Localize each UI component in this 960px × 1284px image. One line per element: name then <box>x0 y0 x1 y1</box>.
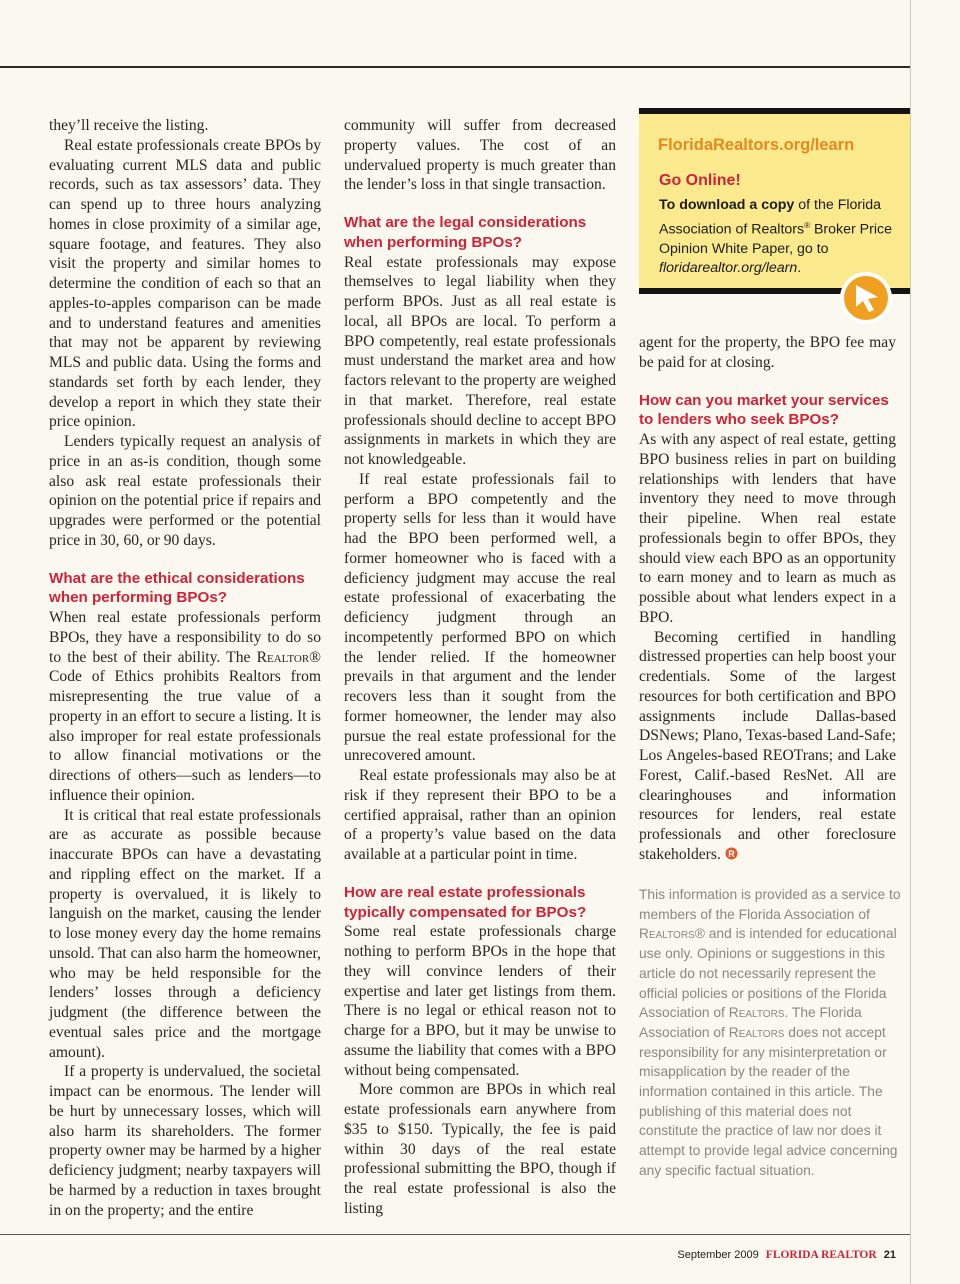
callout-link[interactable]: floridarealtor.org/learn <box>659 260 798 277</box>
paragraph-text: When real estate professionals perform BPOs, they have a responsibility to do so to the best of their ability. The <box>49 609 321 666</box>
disclaimer-text: . The Florida Association of <box>639 1005 862 1040</box>
callout-text <box>659 196 899 279</box>
section-heading-legal: What are the legal considerations when performing BPOs? <box>344 214 587 251</box>
section-heading-compensation: How are real estate professionals typically compensated for BPOs? <box>344 883 587 921</box>
callout-body: of the Florida Association of Realtors <box>659 197 882 238</box>
callout-bold-text: To download a copy <box>659 197 795 213</box>
magazine-name: FLORIDA REALTOR <box>765 1249 877 1261</box>
realtors-small-caps: Realtors <box>639 926 695 942</box>
paragraph: It is critical that real estate professionals are as accurate as possible because inaccurate BPOs can have a devastating and rippling effect on the market. If a property is overvalued, it is likely to languish on the market, causing the lender to lose money every day the home remains unsold. That can also harm the homeowner, who may be held responsible for the lenders’ losses through a deficiency judgment (the difference between the eventual sales price and the mortgage amount). <box>49 806 321 1061</box>
registered-mark: ® <box>804 220 811 230</box>
paragraph <box>49 608 321 806</box>
paragraph: agent for the property, the BPO fee may be paid for at closing. <box>639 334 896 371</box>
issue-date: September 2009 <box>677 1249 759 1261</box>
svg-text:R: R <box>728 848 735 859</box>
paragraph-text: ® Code of Ethics prohibits Realtors from misrepresenting the true value of a property in an effort to secure a listing. It is also improper for real estate professionals to allow financial motivations or the directions of others—such as lenders—to influence their opinion. <box>49 648 322 804</box>
paragraph: they’ll receive the listing. <box>49 117 209 134</box>
paragraph: If real estate professionals fail to perform a BPO competently and the property sells for less than it would have had the BPO been performed well, a former homeowner who is faced with a deficiency judgment may accuse the real estate professional of exacerbating the deficiency judgment through an incompetently performed BPO on which the lender relied. If the homeowner prevails in that argument and the lender recovers less than it sought from the former homeowner, the lender may also pursue the real estate professional for the unrecovered amount. <box>344 470 616 765</box>
disclaimer-text: does not accept responsibility for any misinterpretation or misapplication by the reader of the information contained in this article. The publishing of this material does not constitute the practice of law nor does it attempt to provide legal advice concerning any specific factual situation. <box>639 1024 898 1178</box>
realtor-r-icon <box>725 847 738 860</box>
paragraph: Real estate professionals may expose themselves to legal liability when they perform BPOs. Just as all real estate is local, all BPOs are local. To perform a BPO competently, real estate professionals must understand the market area and how factors relevant to the property are weighed in that market. Therefore, real estate professionals should decline to accept BPO assignments in markets in which they are not knowledgeable. <box>344 253 616 468</box>
top-rule <box>0 66 910 68</box>
paragraph-text: Becoming certified in handling distressed properties can help boost your credentials. Some of the largest resources for both certification and BPO assignments include Dallas-based DSNews; Plano, Texas-based Land-Safe; Los Angeles-based REOTrans; and Lake Forest, Calif.-based ResNet. All are clearinghouses and information resources for lenders, real estate professionals and other foreclosure stakeholders. <box>639 628 896 863</box>
paragraph: Real estate professionals create BPOs by evaluating current MLS data and public records, such as tax assessors’ data. They can spend up to three hours analyzing homes in close proximity of a similar age, square footage, and features. They also visit the property and similar homes to determine the condition of each so that an apples-to-apples comparison can be made and to understand features and amenities that may not be apparent by reviewing MLS and public data. Using the forms and standards set forth by each lender, they develop a report in which they state their price opinion. <box>49 136 321 431</box>
paragraph: More common are BPOs in which real estate professionals earn anywhere from $35 to $150. Typically, the fee is paid within 30 days of the real estate professional submitting the BPO, though if the real estate professional is also the listing <box>344 1081 616 1217</box>
article-column-1 <box>49 116 321 1220</box>
cursor-arrow-icon[interactable] <box>838 270 894 326</box>
paragraph: If a property is undervalued, the societal impact can be enormous. The lender will be hurt by unnecessary losses, which will also harm its shareholders. The former property owner may be harmed by a higher deficiency judgment; nearby taxpayers will be harmed by a reduction in taxes brought in on the property; and the entire <box>49 1063 321 1219</box>
disclaimer <box>639 885 901 1181</box>
paragraph: Lenders typically request an analysis of price in an as-is condition, though some also ask real estate professionals their opinion on the potential price if repairs and upgrades were performed or the potential price in 30, 60, or 90 days. <box>49 433 321 549</box>
right-margin-rule <box>910 0 911 1284</box>
callout-heading: Go Online! <box>659 172 741 189</box>
paragraph: Real estate professionals may also be at risk if they represent their BPO to be a certified appraisal, rather than an opinion of a property’s value based on the data available at a particular point in time. <box>344 767 616 863</box>
realtors-small-caps: Realtors <box>728 1005 785 1021</box>
realtor-small-caps: Realtor <box>256 648 310 666</box>
article-column-3 <box>639 333 896 865</box>
callout-body: Broker Price Opinion White Paper, go to <box>659 221 893 257</box>
section-heading-marketing: How can you market your services to lenders who seek BPOs? <box>639 391 889 429</box>
paragraph: community will suffer from decreased property values. The cost of an undervalued property is much greater than the lender’s loss in that single transaction. <box>344 117 616 194</box>
callout-period: . <box>797 260 802 277</box>
realtors-small-caps: Realtors <box>728 1024 785 1040</box>
paragraph <box>639 628 896 865</box>
disclaimer-text: ® and is intended for educational use only. Opinions or suggestions in this article do not necessarily represent the official policies or positions of the Florida Association of <box>639 926 897 1021</box>
article-column-2 <box>344 116 616 1219</box>
section-heading-ethical: What are the ethical considerations when performing BPOs? <box>49 569 305 607</box>
bottom-rule <box>0 1234 910 1235</box>
disclaimer-text: This information is provided as a service to members of the Florida Association of <box>639 887 901 922</box>
paragraph: Some real estate professionals charge nothing to perform BPOs in the hope that they will convince lenders of their expertise and later get listings from them. There is no legal or ethical reason not to charge for a BPO, but it may be unwise to assume the liability that comes with a BPO without being compensated. <box>344 923 616 1079</box>
paragraph: As with any aspect of real estate, getting BPO business relies in part on building relationships with lenders that have inventory they need to move through their pipeline. When real estate professionals begin to offer BPOs, they should view each BPO as an opportunity to earn money and to learn as much as possible about what lenders expect in a BPO. <box>639 431 896 626</box>
callout-url[interactable]: FloridaRealtors.org/learn <box>658 136 855 154</box>
page-number: 21 <box>883 1249 896 1261</box>
page-footer <box>677 1249 896 1261</box>
go-online-callout <box>639 108 910 294</box>
